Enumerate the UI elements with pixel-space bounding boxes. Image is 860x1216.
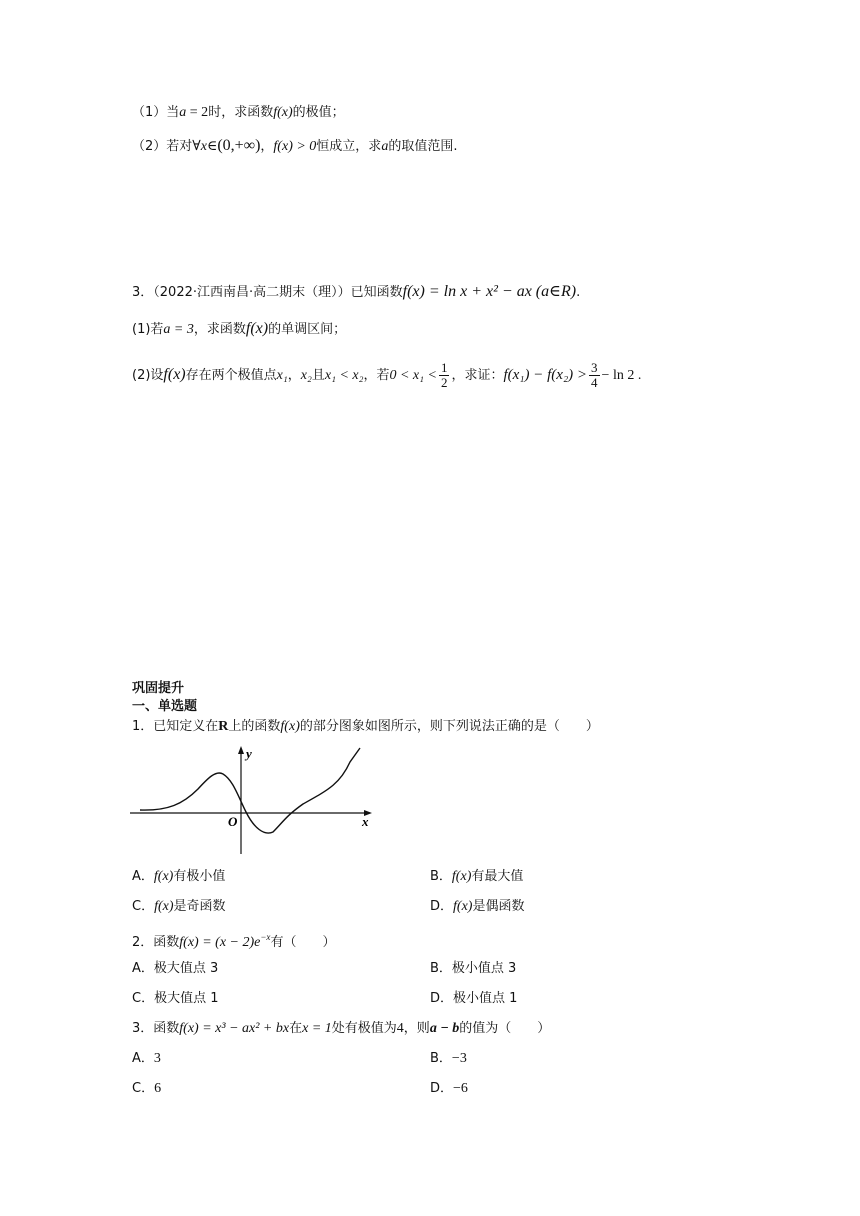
section-title: 巩固提升 [132, 681, 185, 696]
mc3-option-c[interactable]: C．6 [132, 1081, 162, 1096]
mc1-stem: 1．已知定义在R上的函数f(x)的部分图象如图所示，则下列说法正确的是（ ） [132, 719, 599, 734]
fraction-one-half: $\frac{1}{2}$ [440, 360, 448, 390]
function-graph [128, 744, 378, 859]
p2-q2: （2）若对∀x∈(0,+∞)，f(x) > 0恒成立，求a的取值范围. [132, 137, 458, 154]
mc1-option-a[interactable]: A．f(x)有极小值 [132, 869, 226, 884]
fraction-three-quarters: $\frac{3}{4}$ [591, 360, 598, 390]
section-subtitle: 一、单选题 [132, 699, 198, 714]
mc2-option-c[interactable]: C．极大值点 1 [132, 991, 219, 1006]
p3-q2: (2)设f(x)存在两个极值点x₁，x₂且x₁ < x₂，若0 < x₁ < $\frac{1}{2}$ ，求证：f(x₁) − f(x₂) > $\frac{3}{4}$ − ln 2 . [132, 360, 642, 390]
mc3-option-d[interactable]: D．−6 [430, 1081, 468, 1096]
origin-label: O [228, 814, 238, 829]
mc2-option-b[interactable]: B．极小值点 3 [430, 961, 517, 976]
p3-stem: 3．（2022·江西南昌·高二期末（理））已知函数f(x) = ln x + x² − ax (a∈R). [132, 283, 581, 300]
mc2-stem: 2．函数$f(x) = (x - 2)e^{-x}$有（ ） [132, 932, 336, 950]
p2-q1: （1）当a = 2时，求函数f(x)的极值； [132, 105, 345, 120]
mc3-stem: 3．函数f(x) = x³ − ax² + bx在x = 1处有极值为4，则a − b的值为（ ） [132, 1021, 551, 1036]
y-axis-arrow-icon [238, 746, 244, 754]
mc3-option-b[interactable]: B．−3 [430, 1051, 467, 1066]
y-axis-label: y [246, 746, 252, 761]
mc1-option-d[interactable]: D．f(x)是偶函数 [430, 899, 525, 914]
mc1-option-b[interactable]: B．f(x)有最大值 [430, 869, 524, 884]
x-axis-label: x [362, 814, 369, 829]
mc2-option-d[interactable]: D．极小值点 1 [430, 991, 518, 1006]
mc2-option-a[interactable]: A．极大值点 3 [132, 961, 219, 976]
mc1-option-c[interactable]: C．f(x)是奇函数 [132, 899, 226, 914]
p3-q1: (1)若a = 3，求函数f(x)的单调区间； [132, 320, 347, 337]
mc3-option-a[interactable]: A．3 [132, 1051, 161, 1066]
